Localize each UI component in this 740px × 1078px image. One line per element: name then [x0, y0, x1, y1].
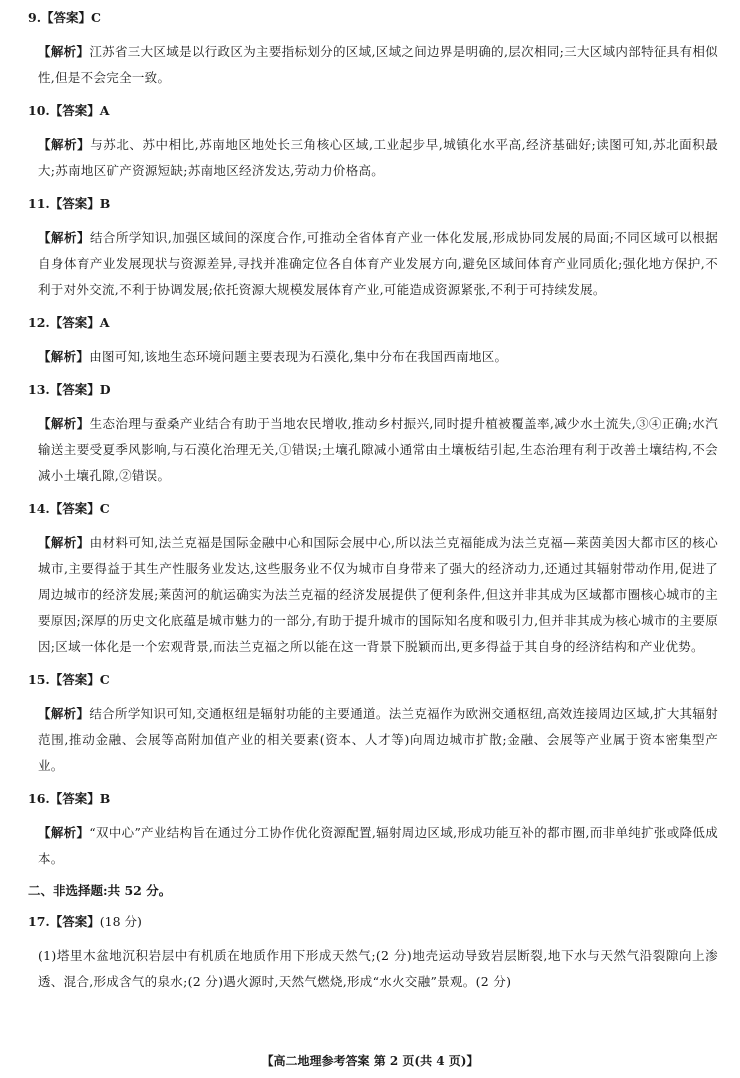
- explanation-text: 由图可知,该地生态环境问题主要表现为石漠化,集中分布在我国西南地区。: [89, 349, 508, 364]
- page-footer: 【高二地理参考答案 第 2 页(共 4 页)】: [261, 1054, 479, 1068]
- section-heading: 二、非选择题:共 52 分。: [28, 883, 172, 898]
- explanation-text: 与苏北、苏中相比,苏南地区地处长三角核心区域,工业起步早,城镇化水平高,经济基础好;读图可知,苏北面积最大;苏南地区矿产资源短缺;苏南地区经济发达,劳动力价格高。: [38, 137, 718, 178]
- answer-line: 14.【答案】C: [28, 501, 110, 516]
- question-17: [22, 912, 718, 995]
- explanation: [38, 225, 718, 303]
- explanation: [38, 701, 718, 779]
- question-10: [22, 101, 718, 184]
- question-15: [22, 670, 718, 779]
- explanation-tag: 【解析】: [38, 44, 90, 59]
- explanation-tag: 【解析】: [38, 137, 91, 152]
- answer-line: 16.【答案】B: [28, 791, 111, 806]
- answer-label: 17.【答案】: [28, 914, 100, 929]
- answer-line: 12.【答案】A: [28, 315, 110, 330]
- answer-line: 15.【答案】C: [28, 672, 110, 687]
- answer-line: 9.【答案】C: [28, 10, 101, 25]
- explanation-tag: 【解析】: [38, 825, 90, 840]
- question-16: [22, 789, 718, 872]
- explanation: [38, 132, 718, 184]
- explanation-text: 结合所学知识,加强区域间的深度合作,可推动全省体育产业一体化发展,形成协同发展的局面;不同区域可以根据自身体育产业发展现状与资源差异,寻找并准确定位各自体育产业发展方向,避免区域间体育产业同质化;强化地方保护,不利于对外交流,不利于协调发展;依托资源大规模发展体育产业,可能造成资源紧张,不利于可持续发展。: [38, 230, 718, 297]
- explanation-text: 江苏省三大区域是以行政区为主要指标划分的区域,区域之间边界是明确的,层次相同;三大区域内部特征具有相似性,但是不会完全一致。: [38, 44, 719, 85]
- explanation-tag: 【解析】: [38, 230, 90, 245]
- explanation: [38, 344, 718, 370]
- answer-line: 11.【答案】B: [28, 196, 111, 211]
- explanation-text: 结合所学知识可知,交通枢纽是辐射功能的主要通道。法兰克福作为欧洲交通枢纽,高效连接周边区域,扩大其辐射范围,推动金融、会展等高附加值产业的相关要素(资本、人才等)向周边城市扩散;金融、会展等产业属于资本密集型产业。: [38, 706, 718, 773]
- question-12: [22, 313, 718, 370]
- explanation: [38, 820, 718, 872]
- answer-line: [28, 912, 718, 931]
- explanation-tag: 【解析】: [38, 706, 90, 721]
- explanation-tag: 【解析】: [38, 416, 90, 431]
- question-11: [22, 194, 718, 303]
- explanation-text: 由材料可知,法兰克福是国际金融中心和国际会展中心,所以法兰克福能成为法兰克福—莱茵美因大都市区的核心城市,主要得益于其生产性服务业发达,这些服务业不仅为城市自身带来了强大的经济动力,还通过其辐射带动作用,促进了周边城市的经济发展;莱茵河的航运确实为法兰克福的经济发展提供了便利条件,但这并非其成为区域都市圈核心城市的主要原因;深厚的历史文化底蕴是城市魅力的一部分,有助于提升城市的国际知名度和吸引力,但并非其成为核心城市的主要原因;区域一体化是一个宏观背景,而法兰克福之所以能在这一背景下脱颖而出,更多得益于其自身的经济结构和产业优势。: [38, 535, 719, 654]
- answer-line: 10.【答案】A: [28, 103, 110, 118]
- explanation: [38, 530, 718, 660]
- answer-line: 13.【答案】D: [28, 382, 111, 397]
- explanation-text: “双中心”产业结构旨在通过分工协作优化资源配置,辐射周边区域,形成功能互补的都市圈,而非单纯扩张或降低成本。: [38, 825, 718, 866]
- explanation-text: 生态治理与蚕桑产业结合有助于当地农民增收,推动乡村振兴,同时提升植被覆盖率,减少水土流失,③④正确;水汽输送主要受夏季风影响,与石漠化治理无关,①错误;土壤孔隙减小通常由土壤板结引起,生态治理有利于改善土壤结构,不会减小土壤孔隙,②错误。: [38, 416, 718, 483]
- question-9: [22, 8, 718, 91]
- score-label: (18 分): [99, 914, 142, 929]
- question-13: [22, 380, 718, 489]
- question-14: [22, 499, 718, 660]
- sub-answer-1: (1)塔里木盆地沉积岩层中有机质在地质作用下形成天然气;(2 分)地壳运动导致岩层断裂,地下水与天然气沿裂隙向上渗透、混合,形成含气的泉水;(2 分)遇火源时,天然气燃烧,形成“水火交融”景观。(2 分): [38, 948, 718, 989]
- explanation: [38, 411, 718, 489]
- explanation-tag: 【解析】: [38, 535, 90, 550]
- explanation-tag: 【解析】: [38, 349, 90, 364]
- explanation: [38, 39, 718, 91]
